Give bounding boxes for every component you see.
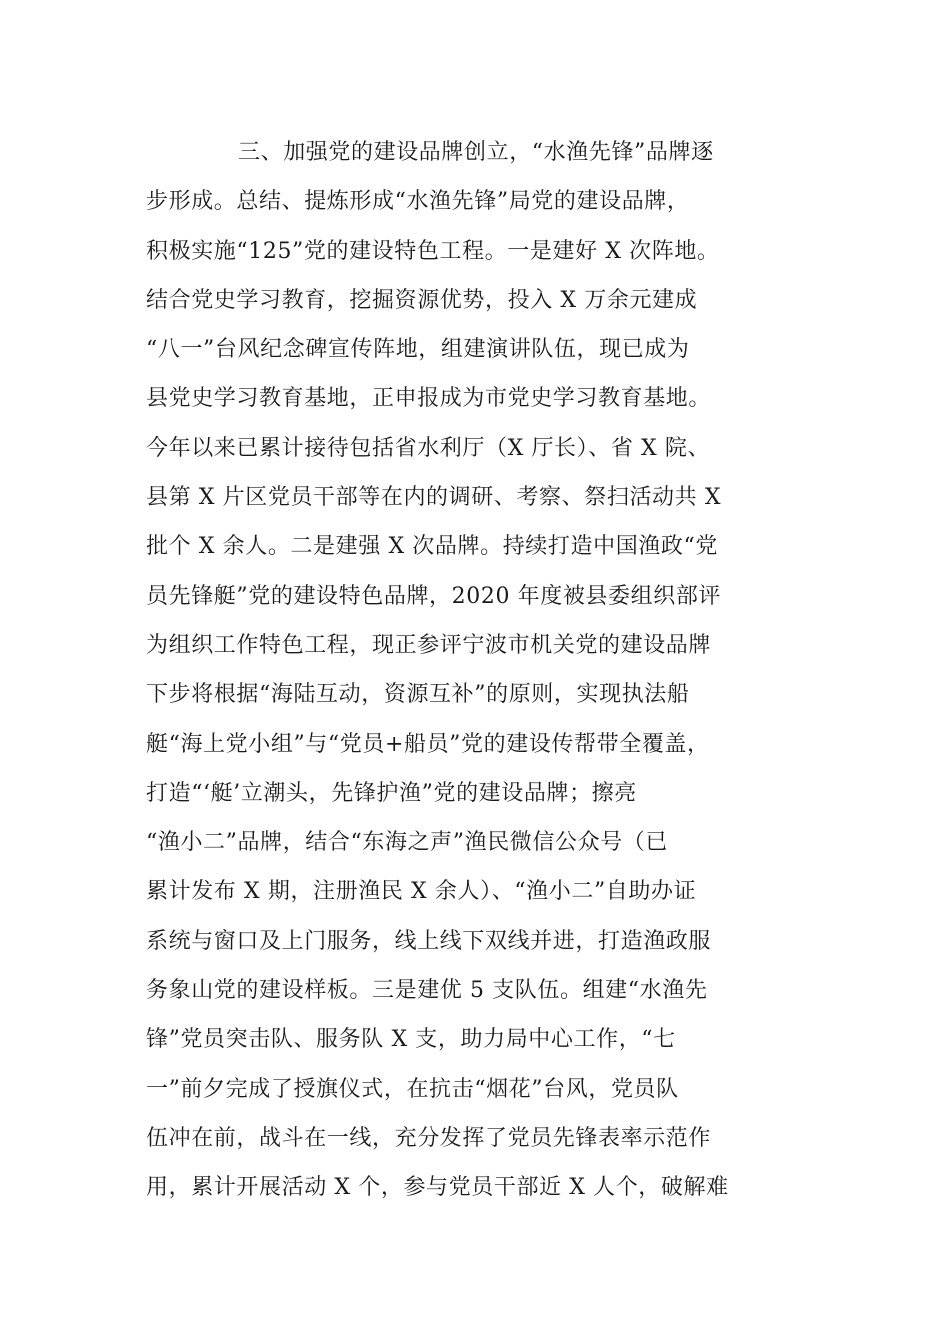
- text-line: “渔小二”品牌，结合“东海之声”渔民微信公众号（已: [146, 830, 668, 856]
- text-line: 系统与窗口及上门服务，线上线下双线并进，打造渔政服: [146, 928, 712, 954]
- text-line: 县第 X 片区党员干部等在内的调研、考察、祭扫活动共 X: [146, 485, 722, 511]
- text-line: 三、加强党的建设品牌创立，“水渔先锋”品牌逐: [238, 140, 714, 165]
- text-line: 务象山党的建设样板。三是建优 5 支队伍。组建“水渔先: [146, 978, 708, 1004]
- text-line: 积极实施“125”党的建设特色工程。一是建好 X 次阵地。: [146, 238, 720, 264]
- text-line: 员先锋艇”党的建设特色品牌，2020 年度被县委组织部评: [146, 583, 722, 609]
- text-line: 累计发布 X 期，注册渔民 X 余人）、“渔小二”自助办证: [146, 879, 697, 905]
- text-line: “八一”台风纪念碑宣传阵地，组建演讲队伍，现已成为: [146, 337, 690, 363]
- text-line: 打造“‘艇’立潮头，先锋护渔”党的建设品牌；擦亮: [146, 780, 637, 806]
- text-line: 今年以来已累计接待包括省水利厅（X 厅长）、省 X 院、: [146, 435, 711, 461]
- text-line: 艇“海上党小组”与“党员+船员”党的建设传帮带全覆盖，: [146, 731, 710, 757]
- text-line: 结合党史学习教育，挖掘资源优势，投入 X 万余元建成: [146, 287, 698, 313]
- text-line: 步形成。总结、提炼形成“水渔先锋”局党的建设品牌，: [146, 189, 690, 215]
- text-line: 一”前夕完成了授旗仪式，在抗击“烟花”台风，党员队: [146, 1076, 679, 1102]
- text-line: 用，累计开展活动 X 个，参与党员干部近 X 人个，破解难: [146, 1175, 729, 1201]
- paragraph-party-brand: [146, 128, 836, 1213]
- text-line: 为组织工作特色工程，现正参评宁波市机关党的建设品牌: [146, 632, 712, 658]
- text-line: 伍冲在前，战斗在一线，充分发挥了党员先锋表率示范作: [146, 1125, 712, 1151]
- text-line: 下步将根据“海陆互动，资源互补”的原则，实现执法船: [146, 682, 690, 708]
- text-line: 锋”党员突击队、服务队 X 支，助力局中心工作，“七: [146, 1027, 676, 1053]
- text-line: 县党史学习教育基地，正申报成为市党史学习教育基地。: [146, 386, 712, 412]
- text-line: 批个 X 余人。二是建强 X 次品牌。持续打造中国渔政“党: [146, 534, 718, 560]
